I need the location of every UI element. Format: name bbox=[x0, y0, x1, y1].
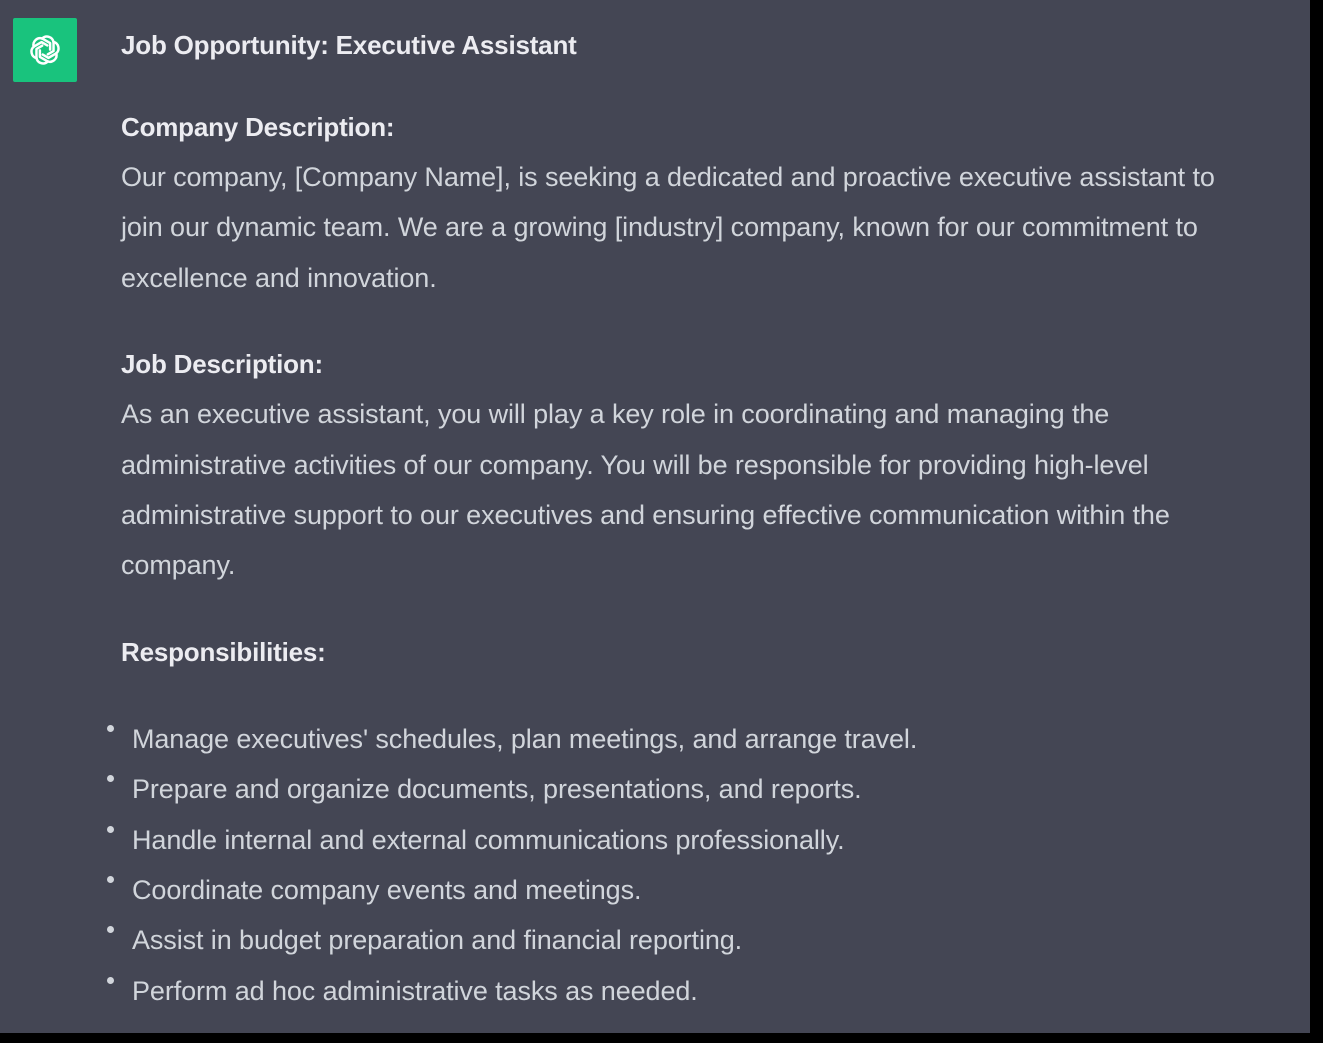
company-description-heading: Company Description: bbox=[121, 112, 395, 142]
list-item-text: Manage executives' schedules, plan meetings, and arrange travel. bbox=[132, 723, 918, 754]
job-description-line: As an executive assistant, you will play a key role in coordinating and managing the bbox=[121, 399, 1110, 430]
bullet-icon bbox=[107, 775, 114, 782]
job-description-heading: Job Description: bbox=[121, 349, 323, 380]
bullet-icon bbox=[107, 876, 114, 883]
company-description-line: excellence and innovation. bbox=[121, 262, 437, 293]
list-item-text: Handle internal and external communications professionally. bbox=[132, 824, 845, 855]
list-item-text: Perform ad hoc administrative tasks as needed. bbox=[132, 975, 698, 1006]
list-item bbox=[121, 915, 1296, 965]
job-description-line: company. bbox=[121, 550, 236, 581]
openai-logo-icon bbox=[26, 31, 64, 69]
responsibilities-heading: Responsibilities: bbox=[121, 636, 326, 667]
assistant-avatar bbox=[13, 18, 77, 82]
list-item-text: Coordinate company events and meetings. bbox=[132, 875, 642, 906]
list-item bbox=[121, 764, 1296, 814]
bullet-icon bbox=[107, 725, 114, 732]
company-description-text bbox=[121, 152, 1296, 303]
list-item-text: Assist in budget preparation and financial reporting. bbox=[132, 925, 743, 956]
responsibilities-list bbox=[121, 714, 1296, 1016]
bullet-icon bbox=[107, 826, 114, 833]
list-item bbox=[121, 966, 1296, 1016]
list-item bbox=[121, 865, 1296, 915]
bullet-icon bbox=[107, 926, 114, 933]
bullet-icon bbox=[107, 977, 114, 984]
message-content bbox=[121, 24, 1296, 1016]
job-description-line: administrative activities of our company. You will be responsible for providing high-level bbox=[121, 449, 1149, 480]
job-description-line: administrative support to our executives and ensuring effective communication within the bbox=[121, 500, 1170, 531]
list-item-text: Prepare and organize documents, presentations, and reports. bbox=[132, 774, 862, 805]
company-description-line: Our company, [Company Name], is seeking a dedicated and proactive executive assistant to bbox=[121, 162, 1215, 192]
list-item bbox=[121, 714, 1296, 764]
message-title: Job Opportunity: Executive Assistant bbox=[121, 30, 577, 60]
company-description-line: join our dynamic team. We are a growing [industry] company, known for our commitment to bbox=[121, 212, 1198, 243]
job-description-text bbox=[121, 389, 1296, 591]
list-item bbox=[121, 815, 1296, 865]
